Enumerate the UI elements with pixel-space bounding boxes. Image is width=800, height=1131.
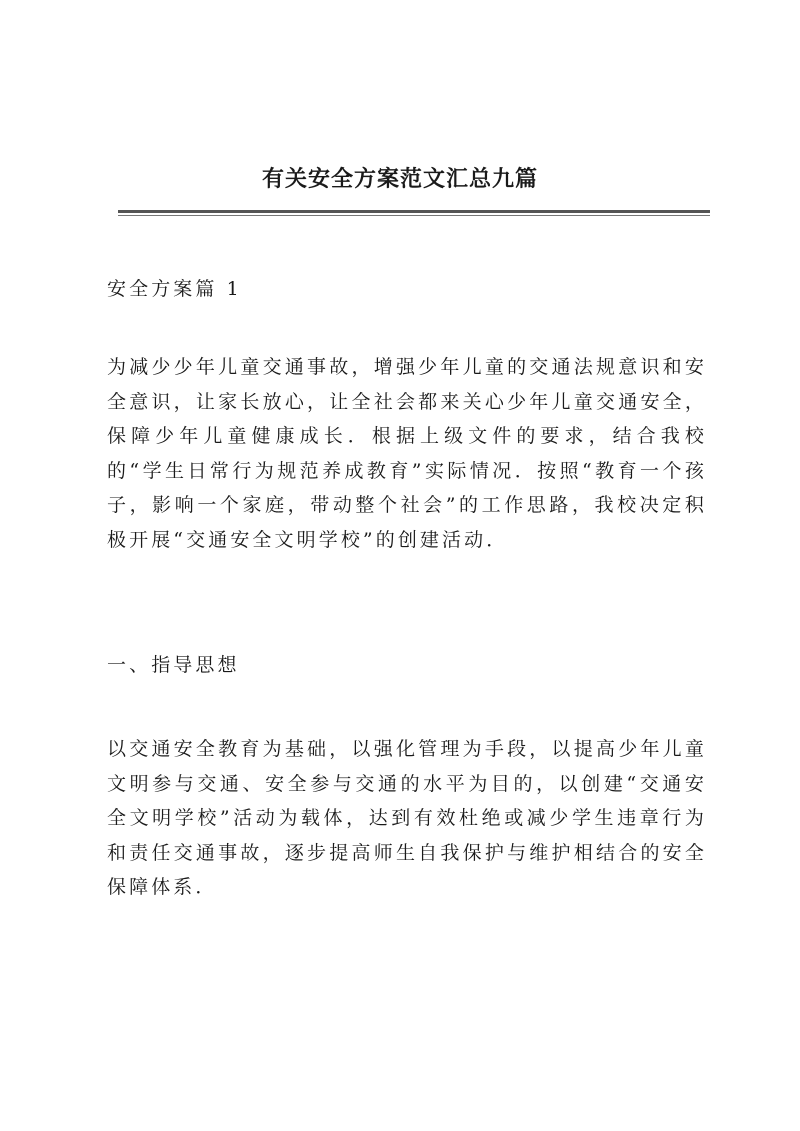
body-paragraph-2: 以交通安全教育为基础，以强化管理为手段，以提高少年儿童文明参与交通、安全参与交通的水平为目的，以创建“交通安全文明学校”活动为载体，达到有效杜绝或减少学生违章行为和责任交通事故，逐步提高师生自我保护与维护相结合的安全保障体系． bbox=[107, 738, 707, 898]
subheading-guiding-ideology: 一、指导思想 bbox=[107, 654, 240, 676]
document-title: 有关安全方案范文汇总九篇 bbox=[261, 166, 538, 192]
title-underline-thick bbox=[118, 210, 710, 213]
section-heading: 安全方案篇 1 bbox=[107, 278, 242, 300]
body-paragraph-1: 为减少少年儿童交通事故，增强少年儿童的交通法规意识和安全意识，让家长放心，让全社会都来关心少年儿童交通安全，保障少年儿童健康成长．根据上级文件的要求，结合我校的“学生日常行为规范养成教育”实际情况．按照“教育一个孩子，影响一个家庭，带动整个社会”的工作思路，我校决定积极开展“交通安全文明学校”的创建活动． bbox=[107, 356, 707, 551]
title-underline-thin bbox=[118, 215, 710, 216]
